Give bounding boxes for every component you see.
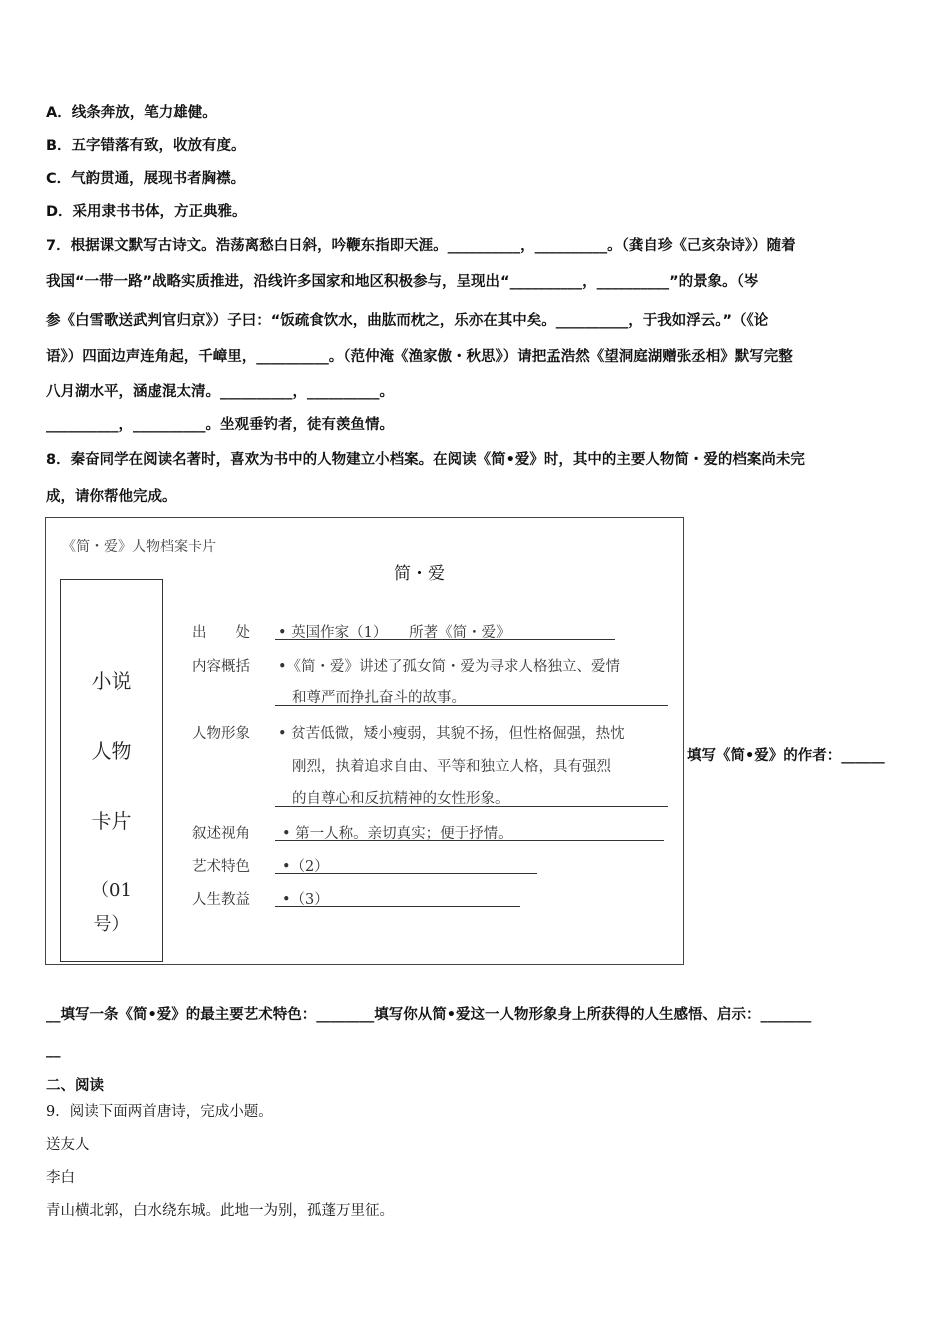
- poem-author: 李白: [46, 1170, 75, 1186]
- q8-author-prompt: 填写《简•爱》的作者：______: [687, 748, 885, 764]
- answer-blank-2[interactable]: [275, 873, 537, 874]
- underline: [275, 639, 615, 640]
- underline: [275, 705, 668, 706]
- q8-line-1: 8．秦奋同学在阅读名著时，喜欢为书中的人物建立小档案。在阅读《简•爱》时，其中的主要人物简・爱的档案尚未完: [46, 452, 805, 468]
- side-label-2: 人物: [91, 739, 132, 763]
- q7-line-2: 我国“一带一路”战略实质推进，沿线许多国家和地区积极参与，呈现出“__________，__________”的景象。（岑: [46, 274, 759, 290]
- option-a: A．线条奔放，笔力雄健。: [46, 105, 217, 121]
- row-label-art: 艺术特色: [192, 859, 250, 875]
- answer-blank-3[interactable]: [275, 906, 520, 907]
- row-label-perspective: 叙述视角: [192, 826, 250, 842]
- q7-line-5: 八月湖水平，涵虚混太清。__________，__________。: [46, 384, 394, 400]
- poem-line-1: 青山横北郭，白水绕东城。此地一为别，孤蓬万里征。: [46, 1203, 394, 1219]
- q8-line-2: 成，请你帮他完成。: [46, 489, 177, 505]
- side-label-1: 小说: [91, 669, 132, 693]
- row-label-lesson: 人生教益: [192, 892, 250, 908]
- q8-line-4: __: [46, 1042, 61, 1058]
- underline: [275, 806, 668, 807]
- q9-prompt: 9．阅读下面两首唐诗，完成小题。: [46, 1104, 273, 1120]
- q7-line-1: 7．根据课文默写古诗文。浩荡离愁白日斜，吟鞭东指即天涯。__________，__________。（龚自珍《己亥杂诗》）随着: [46, 238, 796, 254]
- row-label-source: 出 处: [192, 625, 250, 641]
- q8-line-3: __填写一条《简•爱》的最主要艺术特色：________填写你从简•爱这一人物形象身上所获得的人生感悟、启示：_______: [46, 1007, 812, 1023]
- option-d: D．采用隶书书体，方正典雅。: [46, 204, 247, 220]
- character-card: [45, 517, 684, 965]
- row-label-image: 人物形象: [192, 726, 250, 742]
- row-value-art: •（2）: [282, 859, 329, 875]
- side-label-3: 卡片: [91, 809, 132, 833]
- row-value-image-2: 刚烈，执着追求自由、平等和独立人格，具有强烈: [292, 759, 611, 775]
- side-label-4: （01: [91, 880, 132, 901]
- q7-line-3: 参《白雪歌送武判官归京》）子曰：“饭疏食饮水，曲肱而枕之，乐亦在其中矣。__________，于我如浮云。”（《论: [46, 313, 769, 329]
- card-side-box: [60, 579, 163, 962]
- row-value-source: • 英国作家（1） 所著《简・爱》: [278, 625, 511, 641]
- underline: [275, 840, 664, 841]
- option-b: B．五字错落有致，收放有度。: [46, 138, 246, 154]
- row-value-image-3: 的自尊心和反抗精神的女性形象。: [292, 791, 510, 807]
- row-label-summary: 内容概括: [192, 659, 250, 675]
- row-value-image-1: • 贫苦低微，矮小瘦弱，其貌不扬，但性格倔强，热忱: [278, 726, 625, 742]
- poem-title: 送友人: [46, 1137, 90, 1153]
- row-value-perspective: • 第一人称。亲切真实；便于抒情。: [282, 826, 513, 842]
- option-c: C．气韵贯通，展现书者胸襟。: [46, 171, 246, 187]
- side-label-5: 号）: [93, 914, 130, 935]
- row-value-lesson: •（3）: [282, 892, 329, 908]
- section-heading: 二、阅读: [46, 1078, 104, 1094]
- card-caption: 《简・爱》人物档案卡片: [62, 539, 216, 555]
- card-title: 简・爱: [394, 564, 445, 584]
- row-value-summary-2: 和尊严而挣扎奋斗的故事。: [292, 690, 466, 706]
- q7-line-6: __________，__________。坐观垂钓者，徒有羡鱼情。: [46, 417, 394, 433]
- row-value-summary-1: •《简・爱》讲述了孤女简・爱为寻求人格独立、爱情: [278, 659, 621, 675]
- q7-line-4: 语》）四面边声连角起，千嶂里，__________。（范仲淹《渔家傲・秋思》）请把孟浩然《望洞庭湖赠张丞相》默写完整: [46, 349, 793, 365]
